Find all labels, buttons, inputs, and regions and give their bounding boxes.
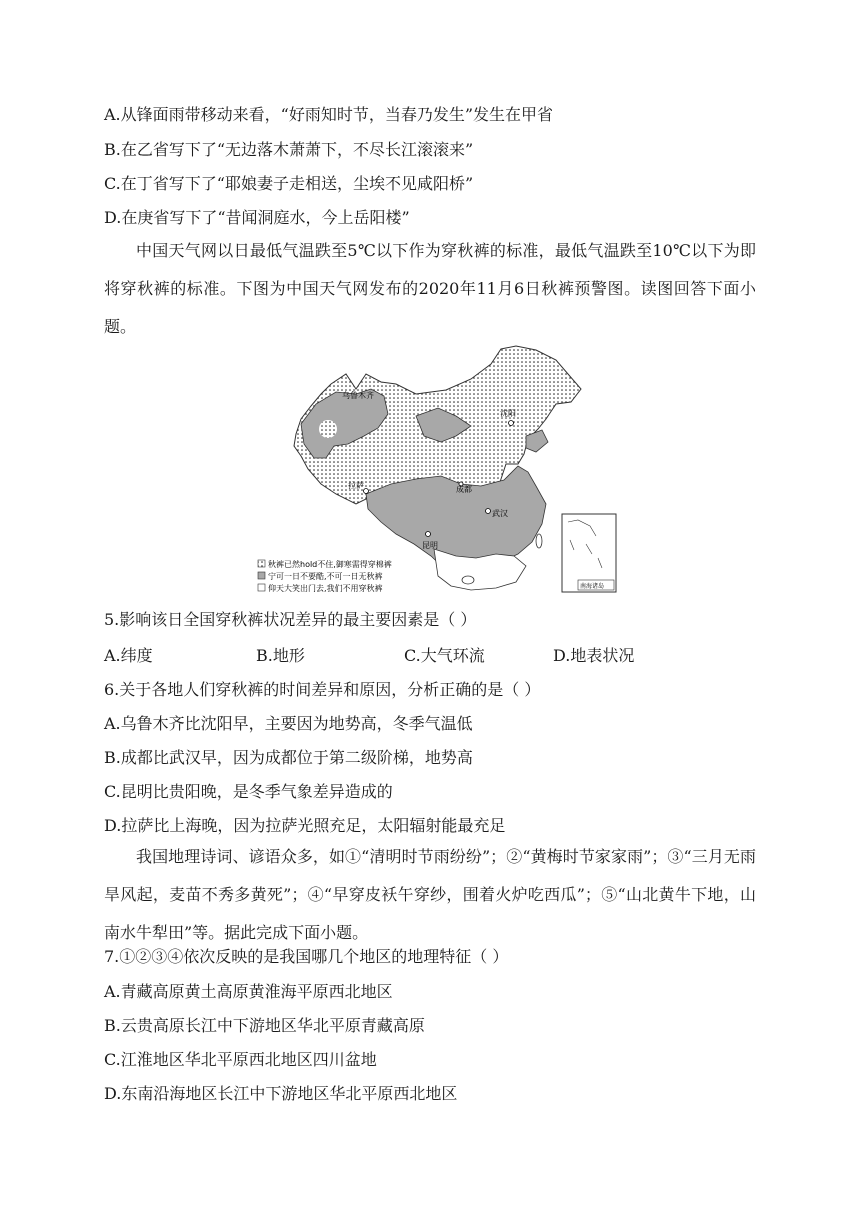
long-johns-warning-map [256,344,619,596]
legend-dots: 秋裤已然hold不住,御寒需得穿棉裤 [268,560,392,569]
intro-paragraph-weather: 中国天气网以日最低气温跌至5℃以下作为穿秋裤的标准，最低气温跌至10℃以下为即将穿秋裤的标准。下图为中国天气网发布的2020年11月6日秋裤预警图。读图回答下面小题。 [104,241,756,336]
q6-option-c: C.昆明比贵阳晚，是冬季气象差异造成的 [104,782,393,801]
city-label-kunming: 昆明 [422,541,438,550]
q7-option-c: C.江淮地区华北平原西北地区四川盆地 [104,1050,377,1069]
q4-option-c: C.在丁省写下了“耶娘妻子走相送，尘埃不见咸阳桥” [104,174,474,193]
q6-option-d: D.拉萨比上海晚，因为拉萨光照充足，太阳辐射能最充足 [104,816,506,835]
q5-option-a: A.纬度 [104,646,153,665]
q6-option-a: A.乌鲁木齐比沈阳早，主要因为地势高，冬季气温低 [104,714,473,733]
q5-stem: 5.影响该日全国穿秋裤状况差异的最主要因素是（ ） [104,610,477,629]
q4-option-a: A.从锋面雨带移动来看，“好雨知时节，当春乃发生”发生在甲省 [104,105,554,124]
city-label-chengdu: 成都 [456,485,472,494]
city-label-lhasa: 拉萨 [348,481,364,490]
intro-paragraph-poems: 我国地理诗词、谚语众多，如①“清明时节雨纷纷”；②“黄梅时节家家雨”；③“三月无雨旱风起，麦苗不秀多黄死”；④“早穿皮袄午穿纱，围着火炉吃西瓜”；⑤“山北黄牛下地，山南水牛犁田”等。据此完成下面小题。 [104,847,756,942]
q7-option-a: A.青藏高原黄土高原黄淮海平原西北地区 [104,982,393,1001]
q6-stem: 6.关于各地人们穿秋裤的时间差异和原因，分析正确的是（ ） [104,680,541,699]
q5-option-b: B.地形 [256,646,305,665]
q7-option-d: D.东南沿海地区长江中下游地区华北平原西北地区 [104,1084,458,1103]
q4-option-b: B.在乙省写下了“无边落木萧萧下，不尽长江滚滚来” [104,140,474,159]
q7-stem: 7.①②③④依次反映的是我国哪几个地区的地理特征（ ） [104,947,509,966]
city-label-wuhan: 武汉 [492,509,508,518]
legend-gray: 宁可一日不要酷,不可一日无秋裤 [268,572,383,581]
q4-option-d: D.在庚省写下了“昔闻洞庭水，今上岳阳楼” [104,208,410,227]
q5-option-c: C.大气环流 [404,646,485,665]
legend-white: 仰天大笑出门去,我们不用穿秋裤 [268,584,383,593]
city-label-urumqi: 乌鲁木齐 [342,391,374,400]
q6-option-b: B.成都比武汉早，因为成都位于第二级阶梯，地势高 [104,748,473,767]
inset-label: 南海诸岛 [580,583,605,590]
q5-option-d: D.地表状况 [553,646,635,665]
city-label-shenyang: 沈阳 [500,409,516,418]
q7-option-b: B.云贵高原长江中下游地区华北平原青藏高原 [104,1016,425,1035]
